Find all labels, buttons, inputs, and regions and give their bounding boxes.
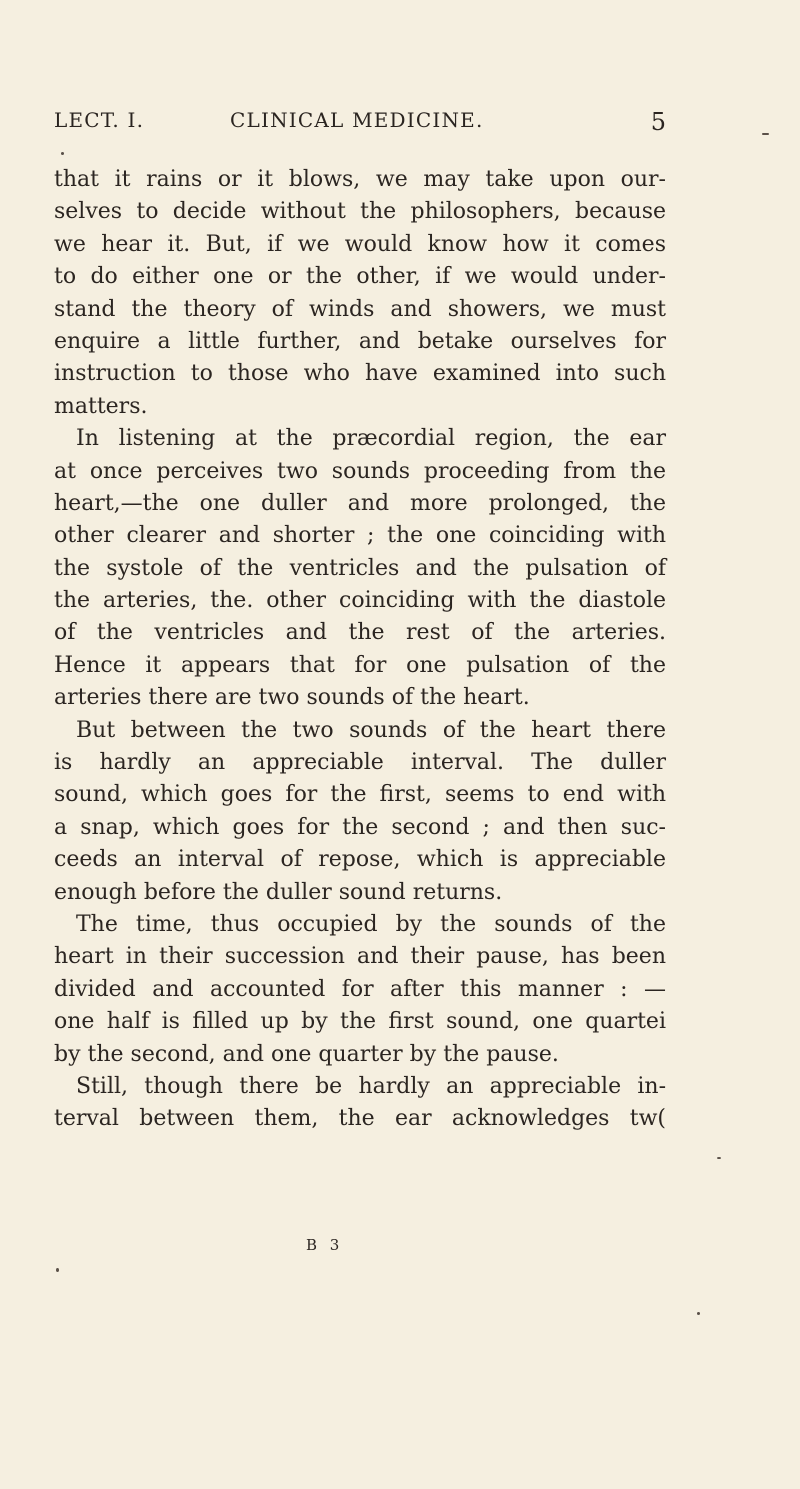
text-line: the systole of the ventricles and the pulsation of xyxy=(54,555,666,581)
text-line: Hence it appears that for one pulsation of the xyxy=(54,652,666,678)
running-header xyxy=(54,108,666,138)
paragraph-start-line: Still, though there be hardly an appreciable in- xyxy=(76,1073,666,1099)
text-line: enough before the duller sound returns. xyxy=(54,879,503,905)
text-line: enquire a little further, and betake ourselves for xyxy=(54,328,666,354)
paragraph-start-line: In listening at the præcordial region, the ear xyxy=(76,426,666,452)
text-line: terval between them, the ear acknowledges tw( xyxy=(54,1106,666,1132)
body-text xyxy=(54,164,666,1136)
ink-speck xyxy=(697,1312,700,1315)
page-number: 5 xyxy=(650,108,666,136)
text-line: instruction to those who have examined into such xyxy=(54,361,666,387)
ink-speck xyxy=(61,152,64,155)
signature-mark: B 3 xyxy=(306,1236,344,1254)
text-line: ceeds an interval of repose, which is appreciable xyxy=(54,847,666,873)
text-line: divided and accounted for after this manner : — xyxy=(54,976,666,1002)
text-line: matters. xyxy=(54,393,148,419)
text-line: is hardly an appreciable interval. The duller xyxy=(54,750,666,776)
text-line: at once perceives two sounds proceeding from the xyxy=(54,458,666,484)
text-line: the arteries, the. other coinciding with the diastole xyxy=(54,588,666,614)
text-line: stand the theory of winds and showers, we must xyxy=(54,296,666,322)
text-line: of the ventricles and the rest of the arteries. xyxy=(54,620,666,646)
ink-speck xyxy=(56,1268,59,1272)
ink-speck xyxy=(762,133,769,135)
text-line: to do either one or the other, if we would under- xyxy=(54,264,666,290)
text-line: heart in their succession and their pause, has been xyxy=(54,944,666,970)
ink-speck xyxy=(717,1157,721,1159)
text-line: we hear it. But, if we would know how it comes xyxy=(54,231,666,257)
text-line: selves to decide without the philosophers, because xyxy=(54,199,666,225)
text-line: that it rains or it blows, we may take upon our- xyxy=(54,167,666,192)
header-title: CLINICAL MEDICINE. xyxy=(230,108,484,132)
paragraph-start-line: The time, thus occupied by the sounds of the xyxy=(76,911,666,937)
text-line: a snap, which goes for the second ; and then suc- xyxy=(54,814,666,840)
paragraph-start-line: But between the two sounds of the heart there xyxy=(76,717,666,743)
text-line: heart,—the one duller and more prolonged, the xyxy=(54,490,666,516)
text-line: by the second, and one quarter by the pause. xyxy=(54,1041,559,1067)
text-line: arteries there are two sounds of the heart. xyxy=(54,685,530,711)
text-line: sound, which goes for the first, seems to end with xyxy=(54,782,666,808)
text-line: one half is filled up by the first sound, one quartei xyxy=(54,1009,666,1035)
text-line: other clearer and shorter ; the one coinciding with xyxy=(54,523,666,549)
header-lecture: LECT. I. xyxy=(54,108,145,132)
